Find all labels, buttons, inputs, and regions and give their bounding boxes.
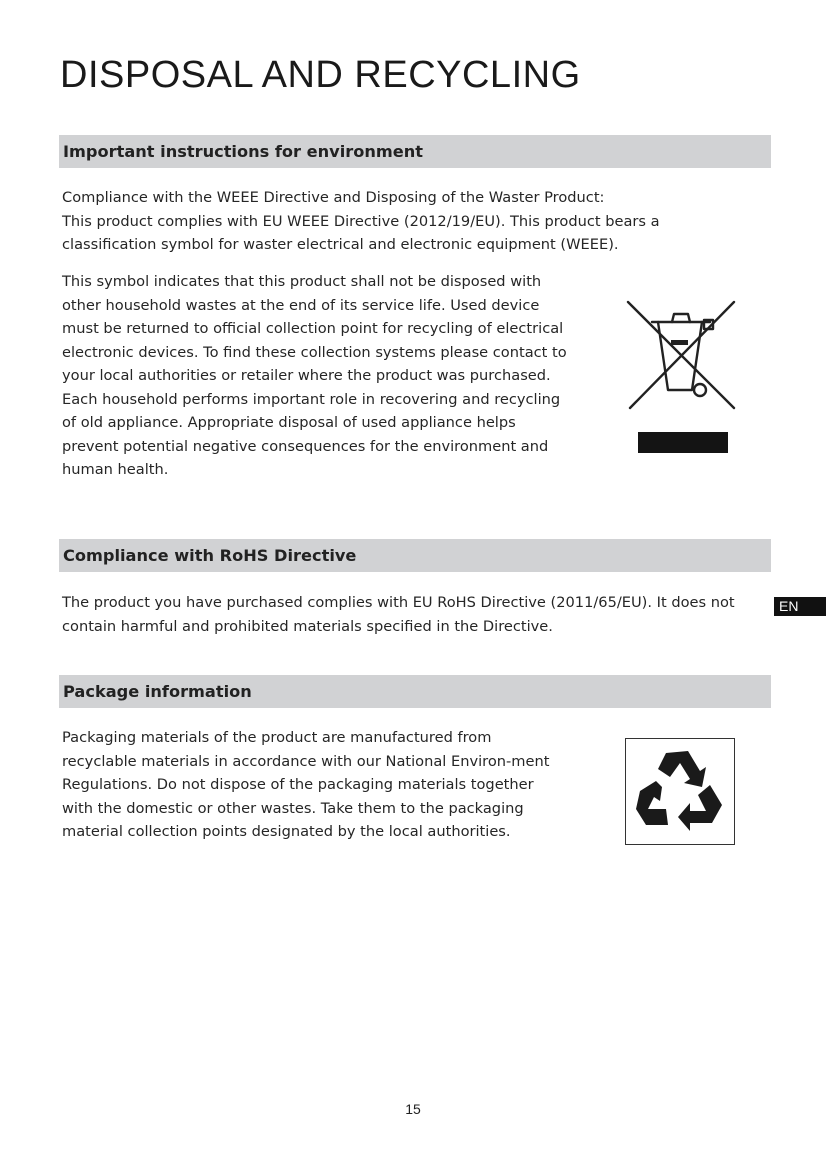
package-body: Packaging materials of the product are manufactured from recyclable materials in accordance with our National Environ-ment Regulations. Do not dispose of the packaging materials together with the domestic or other wastes. Take them to the packaging material collection points designated by the local authorities. — [62, 729, 550, 840]
weee-bin-icon — [622, 298, 740, 456]
recycle-icon — [625, 738, 735, 845]
page-number: 15 — [405, 1101, 421, 1117]
weee-body: This symbol indicates that this product shall not be disposed with other household wastes at the end of its service life. Used device must be returned to official collection point for recycling of electrical electronic devices. To find these collection systems please contact to your local authorities or retailer where the product was purchased. Each household performs important role in recovering and recycling of old appliance. Appropriate disposal of used appliance helps prevent potential negative consequences for the environment and human health. — [62, 273, 567, 478]
page-title: DISPOSAL AND RECYCLING — [60, 54, 581, 96]
rohs-body: The product you have purchased complies with EU RoHS Directive (2011/65/EU). It does not contain harmful and prohibited materials specified in the Directive. — [62, 594, 735, 635]
section-heading-rohs: Compliance with RoHS Directive — [59, 539, 771, 572]
weee-intro-line1: Compliance with the WEEE Directive and Disposing of the Waster Product: — [62, 189, 605, 206]
section-heading-package: Package information — [59, 675, 771, 708]
weee-intro-line2: This product complies with EU WEEE Directive (2012/19/EU). This product bears a classification symbol for waster electrical and electronic equipment (WEEE). — [62, 212, 660, 253]
section-heading-environment: Important instructions for environment — [59, 135, 771, 168]
weee-intro — [62, 186, 752, 257]
language-tab: EN — [774, 597, 826, 616]
